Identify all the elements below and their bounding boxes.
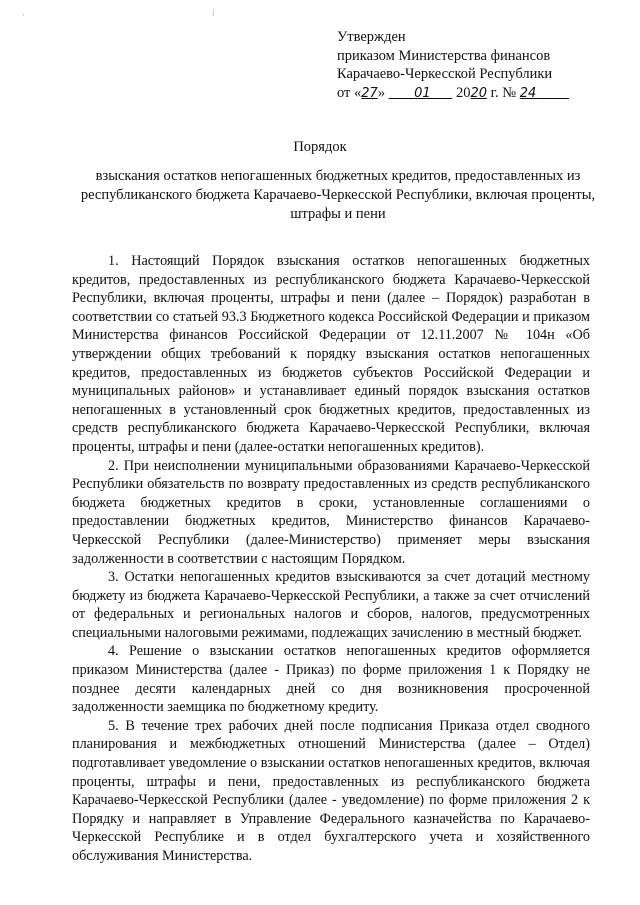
scan-speck: ·: [22, 10, 25, 20]
paragraph-1: 1. Настоящий Порядок взыскания остатков непогашенных бюджетных кредитов, предоставленных из республиканского бюджета Карачаево-Черкесской Республики, включая проценты, штрафы и пени (далее – Порядок) разработан в соответствии со статьей 93.3 Бюджетного кодекса Российской Федерации и приказом Министерства финансов Российской Федерации от 12.11.2007 № 104н «Об утверждении общих требований к порядку взыскания остатков непогашенных кредитов, предоставленных из бюджетов субъектов Российской Федерации и муниципальных районов» и устанавливает единый порядок взыскания остатков непогашенных в установленный срок бюджетных кредитов, предоставленных из средств республиканского бюджета Карачаево-Черкесской Республики, включая проценты, штрафы и пени (далее-остатки непогашенных кредитов).: [72, 253, 590, 455]
handwritten-day: 27: [361, 85, 378, 101]
paragraph-4: 4. Решение о взыскании остатков непогашенных кредитов оформляется приказом Министерства (далее - Приказ) по форме приложения 1 к Порядку не позднее десяти календарных дней со дня возникновения просроченной задолженности заемщика по бюджетному кредиту.: [72, 643, 590, 716]
handwritten-number: 24: [519, 85, 537, 101]
paragraph-3: 3. Остатки непогашенных кредитов взыскиваются за счет дотаций местному бюджету из бюджета Карачаево-Черкесской Республики, а также за счет отчислений от федеральных и региональных налогов и сборов, налогов, предусмотренных специальными налоговыми режимами, подлежащих зачислению в местный бюджет.: [72, 569, 590, 641]
approval-line: Утвержден: [337, 29, 406, 45]
approval-line: приказом Министерства финансов: [337, 47, 551, 64]
approval-line: Карачаево-Черкесской Республики: [337, 66, 553, 82]
approval-date-line: от «27» 01 2020 г. № 24: [337, 84, 537, 101]
approval-block: [337, 28, 597, 103]
paragraph-5: 5. В течение трех рабочих дней после подписания Приказа отдел сводного планирования и межбюджетных отношений Министерства (далее – Отдел) подготавливает уведомление о взыскании остатков непогашенных кредитов, включая проценты, штрафы и пени, предоставленных из республиканского бюджета Карачаево-Черкесской Республики (далее - уведомление) по форме приложения 2 к Порядку и направляет в Управление Федерального казначейства по Карачаево-Черкесской Республике и в отдел бухгалтерского учета и хозяйственного обслуживания Министерства.: [72, 717, 590, 864]
document-subtitle: взыскания остатков непогашенных бюджетных кредитов, предоставленных из республиканского бюджета Карачаево-Черкесской Республики, включая проценты, штрафы и пени: [80, 168, 596, 222]
handwritten-year: 20: [470, 85, 488, 101]
handwritten-month: 01: [414, 85, 431, 101]
scan-speck: ⁞: [212, 8, 215, 18]
document-body: [72, 252, 590, 866]
paragraph-2: 2. При неисполнении муниципальными образованиями Карачаево-Черкесской Республики обязательств по возврату предоставленных из средств республиканского бюджета бюджетных кредитов в сроки, установленные соглашениями о предоставлении бюджетных кредитов, Министерство финансов Карачаево-Черкесской Республики (далее-Министерство) применяет меры взыскания задолженности в соответствии с настоящим Порядком.: [72, 457, 590, 567]
document-title: Порядок: [293, 139, 347, 155]
